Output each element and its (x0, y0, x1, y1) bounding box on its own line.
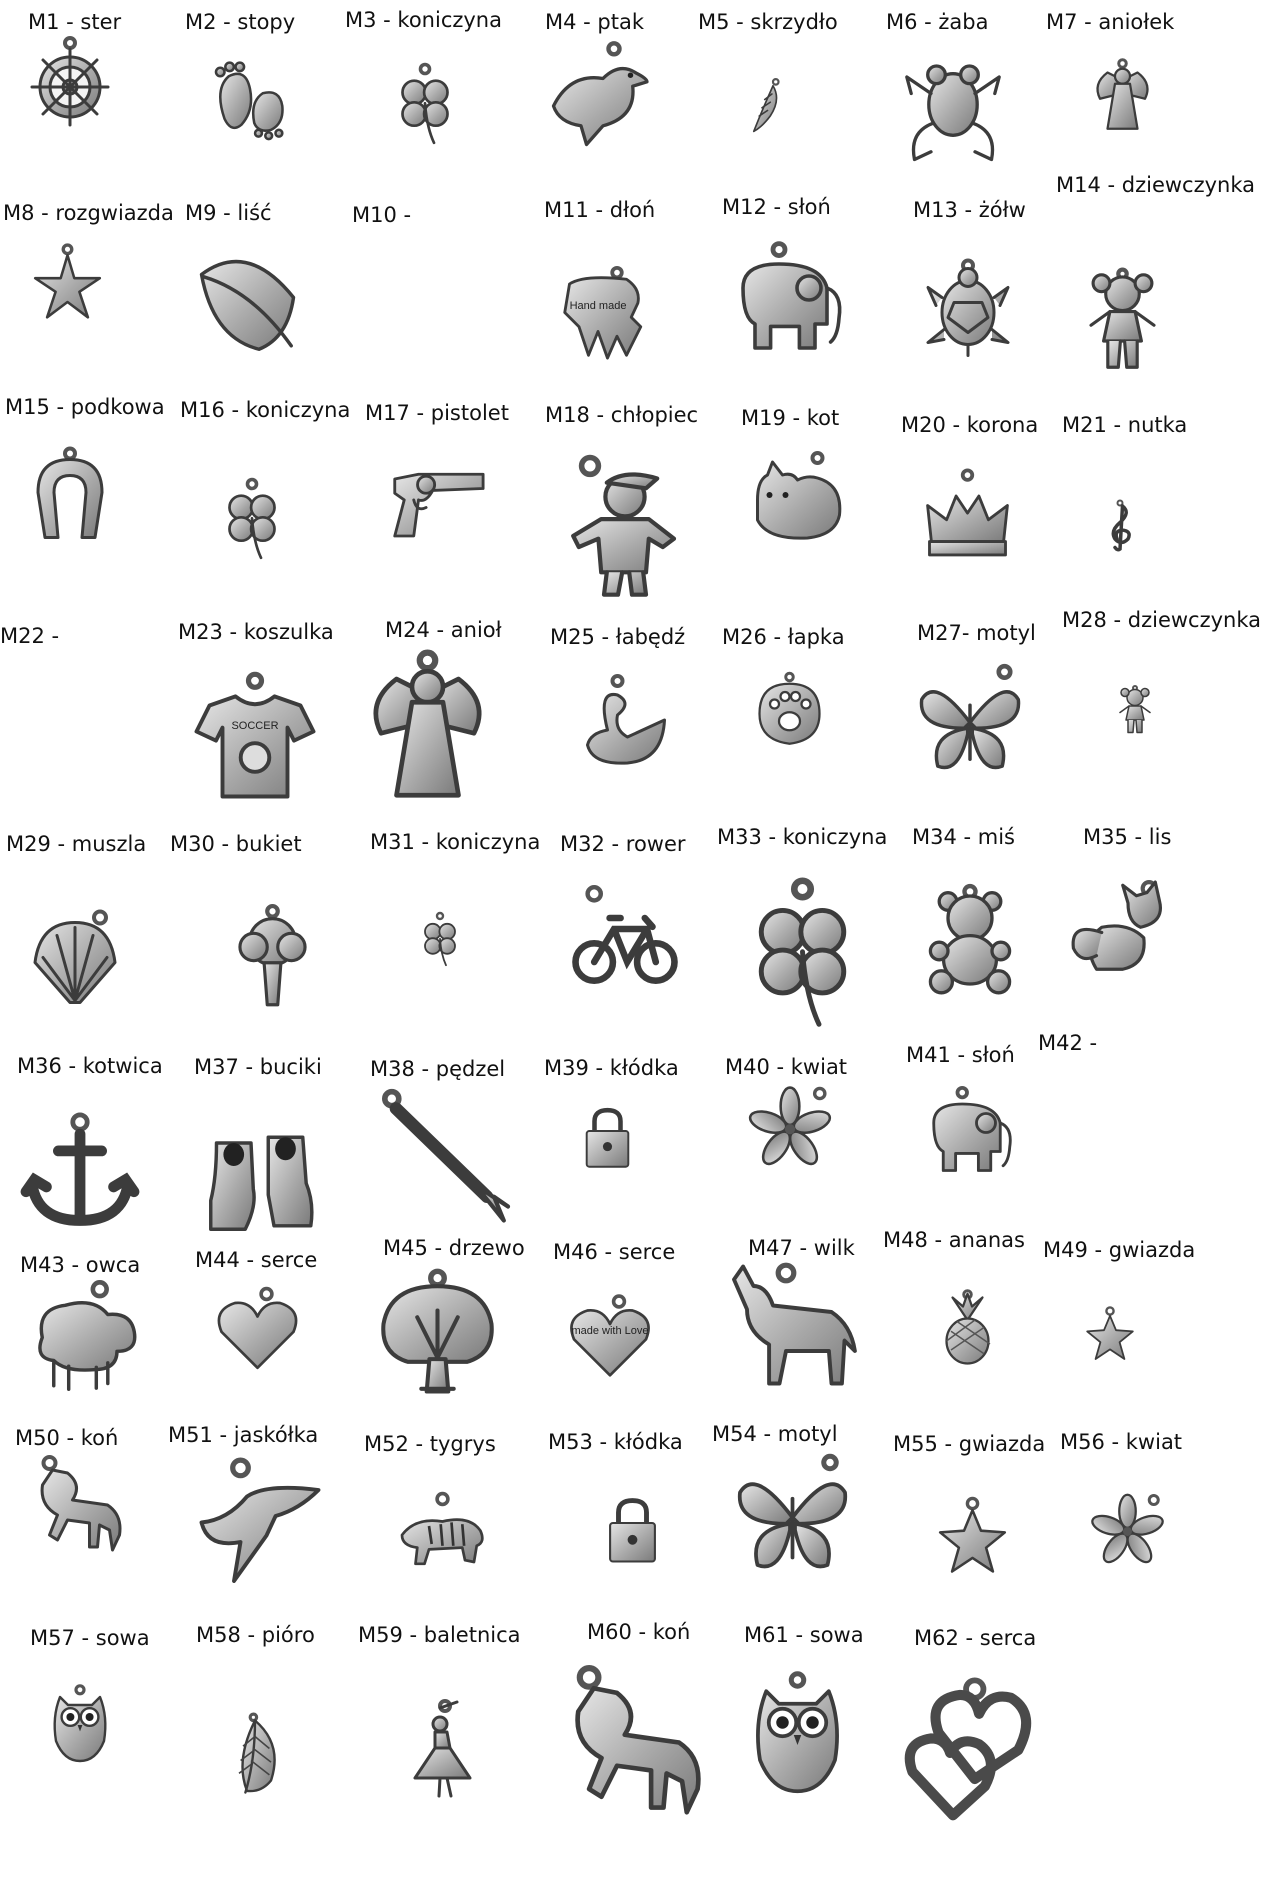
charm-label: M27- motyl (917, 621, 1036, 645)
engraving-text: made with Love (571, 1325, 649, 1338)
charm-label: M34 - miś (912, 825, 1016, 849)
charm-label: M62 - serca (914, 1626, 1037, 1650)
charm-label: M19 - kot (741, 406, 840, 430)
angel-icon (345, 648, 510, 803)
hearts-icon (895, 1660, 1040, 1840)
charm-label: M4 - ptak (545, 10, 645, 34)
charm-label: M54 - motyl (712, 1422, 838, 1446)
anchor-icon (20, 1110, 140, 1235)
charm-label: M45 - drzewo (383, 1236, 525, 1260)
charm-label: M25 - łabędź (550, 625, 686, 649)
charm-label: M17 - pistolet (365, 401, 509, 425)
charm-label: M49 - gwiazda (1043, 1238, 1196, 1262)
brush-icon (375, 1085, 515, 1230)
charm-label: M31 - koniczyna (370, 830, 541, 854)
charm-label: M1 - ster (28, 10, 122, 34)
elephant-icon (917, 1085, 1017, 1180)
horseshoe-icon (20, 440, 120, 555)
charm-label: M11 - dłoń (544, 198, 656, 222)
clover-icon (720, 870, 885, 1040)
sheep-icon (20, 1280, 145, 1395)
shirt-icon (190, 668, 320, 808)
feet-icon (190, 55, 310, 140)
butterfly-icon (905, 665, 1035, 780)
turtle-icon (918, 245, 1018, 370)
charm-label: M35 - lis (1083, 825, 1172, 849)
charm-label: M60 - koń (587, 1620, 691, 1644)
star-icon (930, 1495, 1015, 1580)
tiger-icon (350, 1490, 535, 1580)
wing-icon (740, 50, 795, 160)
flower-icon (1090, 1455, 1165, 1605)
charm-label: M12 - słoń (722, 195, 831, 219)
charm-label: M48 - ananas (883, 1228, 1025, 1252)
charm-label: M59 - baletnica (358, 1623, 521, 1647)
charm-label: M14 - dziewczynka (1056, 173, 1256, 197)
charm-label: M10 - (352, 203, 412, 227)
leaf-icon (190, 240, 305, 355)
charm-label: M16 - koniczyna (180, 398, 351, 422)
charm-label: M6 - żaba (886, 10, 989, 34)
revolver-icon (345, 460, 530, 555)
charm-label: M51 - jaskółka (168, 1423, 319, 1447)
charm-label: M29 - muszla (6, 832, 147, 856)
girl-icon (1110, 660, 1160, 760)
heart-icon (565, 1290, 655, 1385)
charm-label: M5 - skrzydło (698, 10, 838, 34)
bouquet-icon (220, 875, 325, 1040)
charm-label: M13 - żółw (913, 198, 1026, 222)
charm-label: M53 - kłódka (548, 1430, 683, 1454)
flower-icon (735, 1085, 845, 1170)
charm-label: M47 - wilk (748, 1236, 855, 1260)
shoes-icon (205, 1115, 320, 1240)
charm-label: M46 - serce (553, 1240, 676, 1264)
frog-icon (898, 35, 1008, 185)
padlock-icon (575, 1085, 640, 1190)
angel-icon (1085, 50, 1160, 140)
charm-label: M40 - kwiat (725, 1055, 848, 1079)
cat-icon (735, 450, 860, 550)
charm-label: M8 - rozgwiazda (3, 201, 174, 225)
heart-icon (210, 1285, 305, 1375)
pineapple-icon (930, 1250, 1005, 1405)
clover-icon (380, 55, 470, 155)
shell-icon (25, 905, 125, 1010)
charm-label: M32 - rower (560, 832, 686, 856)
boy-icon (548, 440, 688, 615)
clover-icon (410, 900, 470, 980)
charm-label: M18 - chłopiec (545, 403, 699, 427)
padlock-icon (595, 1495, 670, 1565)
charm-label: M2 - stopy (185, 10, 296, 34)
fox-icon (1060, 880, 1175, 985)
engraving-text: Hand made (569, 300, 627, 313)
crown-icon (920, 465, 1015, 565)
charm-label: M28 - dziewczynka (1062, 608, 1261, 632)
charm-label: M37 - buciki (194, 1055, 322, 1079)
charm-label: M21 - nutka (1062, 413, 1188, 437)
charm-label: M44 - serce (195, 1248, 318, 1272)
hand-icon (548, 265, 648, 360)
clover-icon (207, 450, 297, 590)
engraving-text: SOCCER (231, 720, 279, 733)
charm-label: M26 - łapka (722, 625, 845, 649)
charm-label: M22 - (0, 624, 60, 648)
tree-icon (370, 1255, 505, 1420)
horse-icon (25, 1455, 130, 1555)
charm-label: M50 - koń (15, 1426, 119, 1450)
charm-label: M15 - podkowa (5, 395, 165, 419)
teddy-bear-icon (915, 870, 1025, 1010)
charm-label: M52 - tygrys (364, 1432, 496, 1456)
charm-label: M56 - kwiat (1060, 1430, 1183, 1454)
charm-label: M57 - sowa (30, 1626, 150, 1650)
charm-label: M36 - kotwica (17, 1054, 163, 1078)
swan-icon (565, 675, 680, 775)
charm-label: M20 - korona (901, 413, 1039, 437)
ship-wheel-icon (20, 30, 120, 140)
charm-label: M38 - pędzel (370, 1057, 506, 1081)
starfish-icon (25, 235, 110, 335)
owl-icon (40, 1660, 120, 1790)
charm-label: M33 - koniczyna (717, 825, 888, 849)
charm-label: M42 - (1038, 1031, 1098, 1055)
charm-label: M24 - anioł (385, 618, 502, 642)
elephant-icon (705, 240, 865, 360)
paw-icon (752, 665, 827, 755)
charm-label: M7 - aniołek (1046, 10, 1175, 34)
butterfly-icon (715, 1455, 870, 1580)
bicycle-icon (555, 885, 695, 995)
star-icon (1080, 1300, 1140, 1370)
charm-label: M3 - koniczyna (345, 8, 502, 32)
charm-label: M43 - owca (20, 1253, 141, 1277)
girl-icon (1070, 240, 1175, 400)
feather-icon (215, 1650, 295, 1855)
charm-label: M9 - liść (185, 201, 272, 225)
charm-label: M39 - kłódka (544, 1056, 679, 1080)
charm-label: M55 - gwiazda (893, 1432, 1046, 1456)
charm-label: M30 - bukiet (170, 832, 302, 856)
owl-icon (735, 1655, 860, 1815)
charm-label: M41 - słoń (906, 1043, 1015, 1067)
bird-icon (540, 40, 655, 150)
ballerina-icon (395, 1650, 495, 1850)
treble-clef-icon (1095, 460, 1145, 590)
horse-icon (555, 1645, 710, 1840)
wolf-icon (700, 1260, 885, 1390)
charm-label: M61 - sowa (744, 1623, 864, 1647)
charm-label: M23 - koszulka (178, 620, 334, 644)
charm-label: M58 - pióro (196, 1623, 315, 1647)
swallow-icon (195, 1450, 325, 1595)
